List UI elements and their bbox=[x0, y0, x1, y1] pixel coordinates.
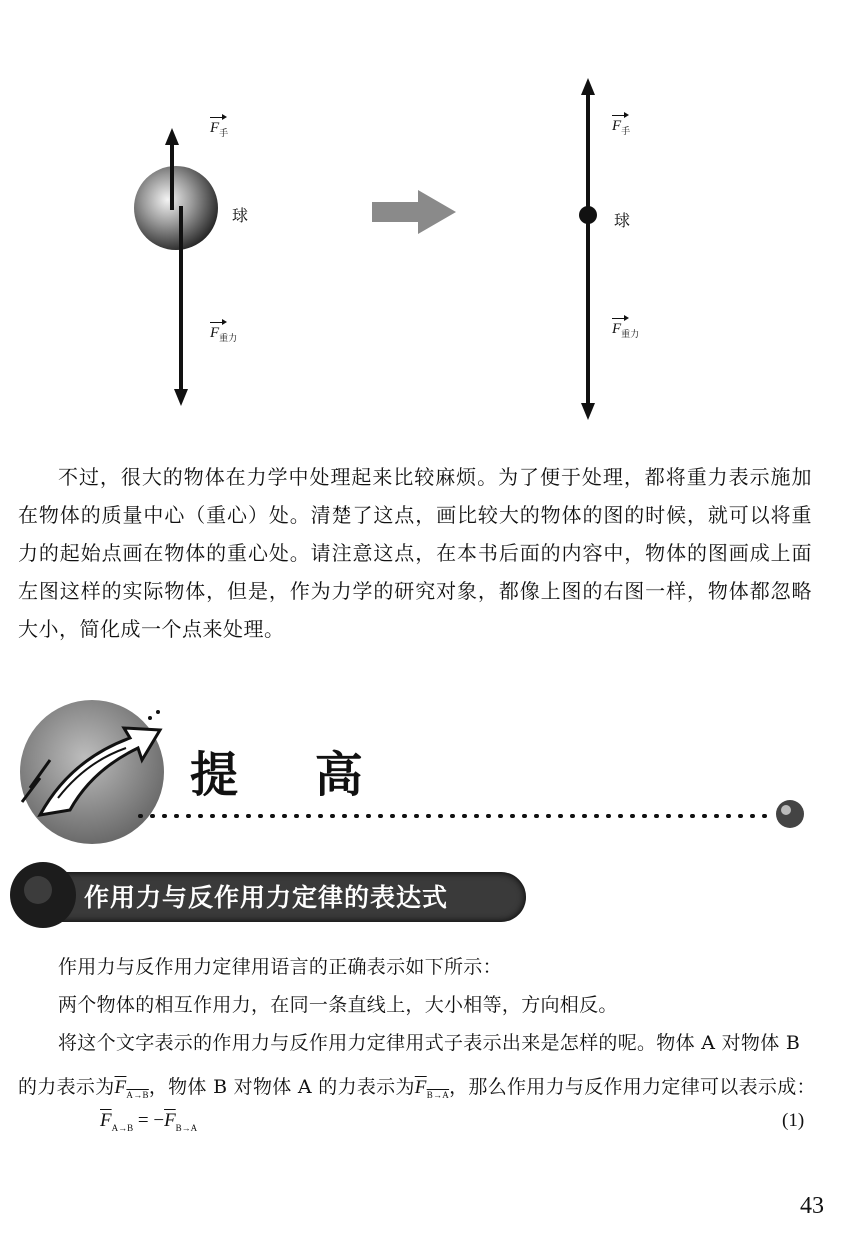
right-ball-label: 球 bbox=[614, 211, 631, 230]
left-hand-force-label: $F_手$ bbox=[210, 120, 229, 138]
formula-rhs: $\overline{F}$ bbox=[164, 1110, 176, 1131]
line-1: 作用力与反作用力定律用语言的正确表示如下所示： bbox=[58, 956, 502, 978]
line-4: 的力表示为$F_{A\to B}$，物体 B 对物体 A 的力表示为$F_{B\to A}$，那么作用力与反作用力定律可以表示成： bbox=[18, 1076, 816, 1100]
banner-dot-icon bbox=[8, 860, 78, 930]
section-heading: 提 高 bbox=[190, 747, 393, 803]
line-3: 将这个文字表示的作用力与反作用力定律用式子表示出来是怎样的呢。物体 A 对物体 B bbox=[58, 1032, 801, 1054]
equation-number: (1) bbox=[782, 1110, 805, 1131]
ball-left bbox=[134, 166, 218, 250]
banner-title: 作用力与反作用力定律的表达式 bbox=[84, 883, 449, 912]
line-2: 两个物体的相互作用力，在同一条直线上，大小相等，方向相反。 bbox=[58, 994, 618, 1016]
divider-end-dot bbox=[776, 800, 804, 828]
page-number: 43 bbox=[800, 1193, 824, 1219]
force-diagram bbox=[0, 0, 850, 440]
left-ball-label: 球 bbox=[232, 206, 249, 225]
vector-f-ab: $F_{A\to B}$ bbox=[114, 1077, 149, 1100]
formula-lhs: $\overline{F}$ bbox=[100, 1110, 112, 1131]
explanation-paragraph bbox=[18, 458, 812, 648]
advance-section-graphic bbox=[0, 690, 850, 850]
transform-arrow bbox=[372, 190, 456, 234]
equation: $\overline{F}_{A\to B} = -\overline{F}_{B\to A}$ bbox=[100, 1110, 198, 1133]
law-description bbox=[18, 948, 818, 1114]
right-gravity-label: $F_{重力}$ bbox=[612, 321, 640, 339]
right-hand-force-label: $F_手$ bbox=[612, 118, 631, 136]
vector-f-ba: $F_{B\to A}$ bbox=[414, 1077, 450, 1100]
left-gravity-label: $F_{重力}$ bbox=[210, 325, 238, 343]
particle-dot bbox=[579, 206, 597, 224]
paragraph-text: 不过，很大的物体在力学中处理起来比较麻烦。为了便于处理，都将重力表示施加在物体的质量中心（重心）处。清楚了这点，画比较大的物体的图的时候，就可以将重力的起始点画在物体的重心处。请注意这点，在本书后面的内容中，物体的图画成上面左图这样的实际物体，但是，作为力学的研究对象，都像上图的右图一样，物体都忽略大小，简化成一个点来处理。 bbox=[18, 465, 812, 641]
